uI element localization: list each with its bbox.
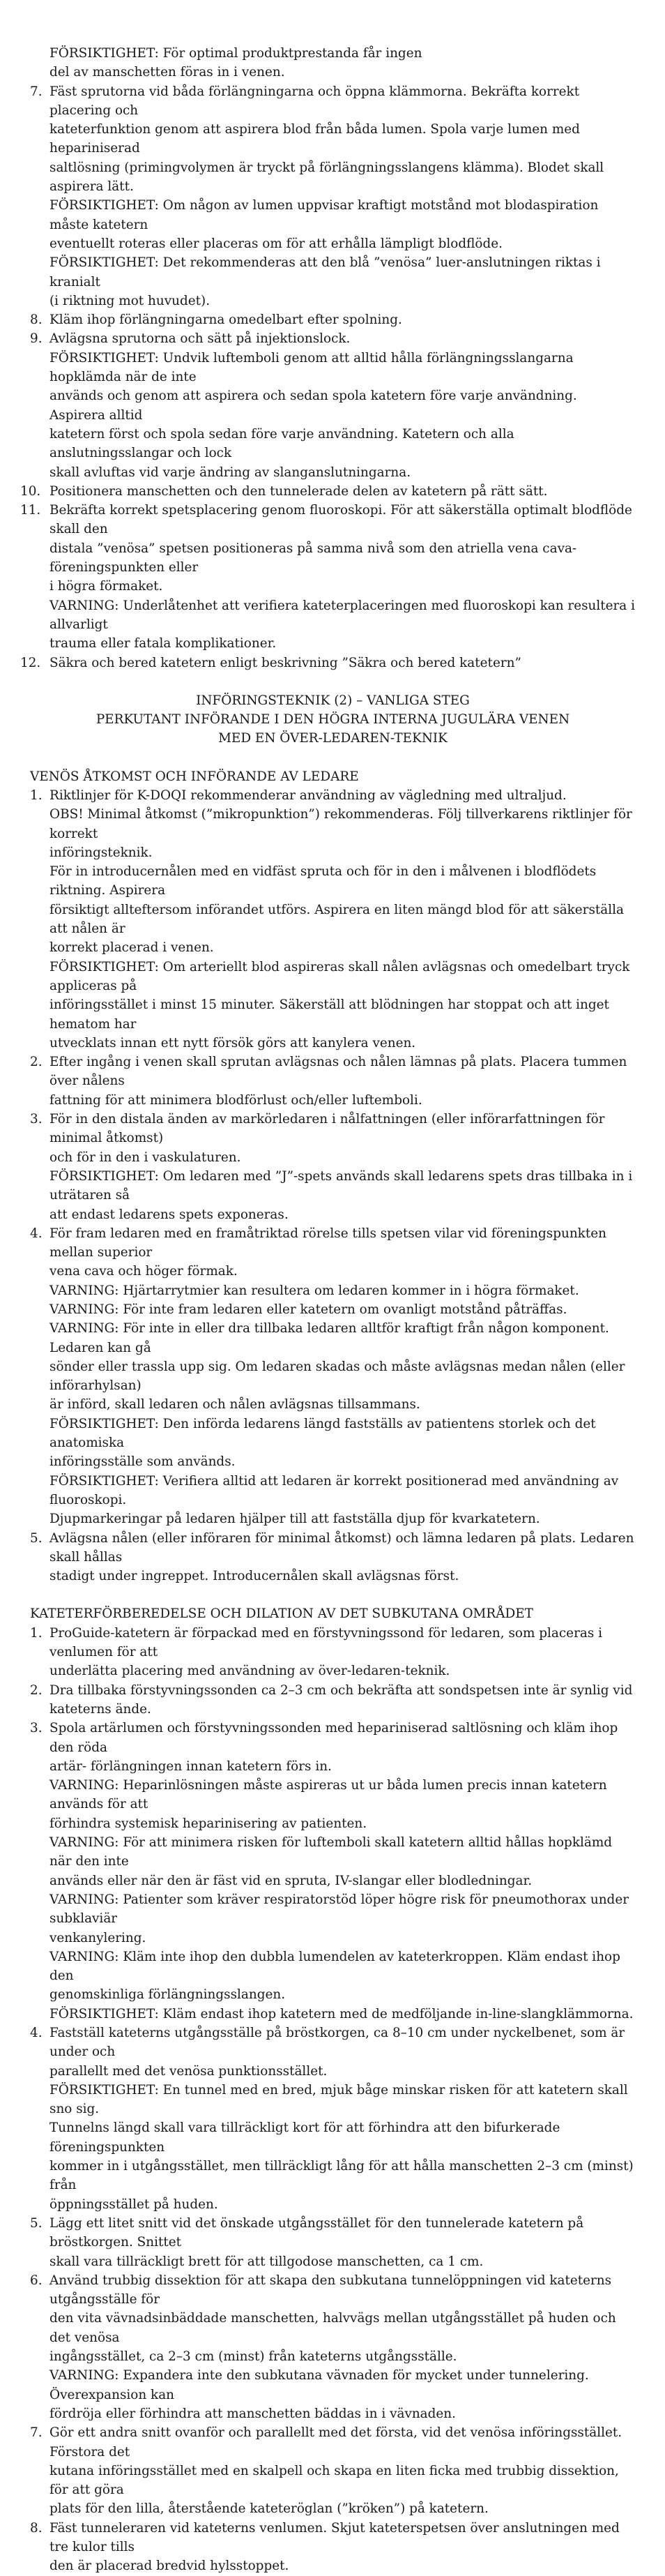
list-item: [30, 2519, 636, 2576]
text-line: FÖRSIKTIGHET: Om ledaren med ”J”-spets används skall ledarens spets dras tillbaka in i uträtaren så: [49, 1168, 633, 1203]
list-item-number: 2.: [30, 1682, 43, 1698]
text-line: VARNING: Hjärtarrytmier kan resultera om ledaren kommer in i högra förmaket.: [49, 1283, 579, 1298]
section-heading: [30, 691, 636, 748]
list-item-text: [49, 1053, 636, 1110]
list-item-number: 6.: [30, 2273, 43, 2288]
text-line: För in den distala änden av markörledaren i nålfattningen (eller införarfattningen för minimal åtkomst): [49, 1112, 605, 1146]
text-line: Positionera manschetten och den tunnelerade delen av katetern på rätt sätt.: [49, 483, 548, 499]
text-line: försiktigt allteftersom införandet utförs. Aspirera en liten mängd blod för att säkerställa att nålen är: [49, 902, 624, 937]
text-line: Spola artärlumen och förstyvningssonden med hepariniserad saltlösning och kläm ihop den röda: [49, 1721, 618, 1755]
list-item-text: [49, 1624, 636, 1681]
text-line: ProGuide-katetern är förpackad med en förstyvningssond för ledaren, som placeras i venlumen för att: [49, 1625, 602, 1660]
list-item: [30, 786, 636, 1053]
text-line: FÖRSIKTIGHET: Undvik luftemboli genom att alltid hålla förlängningsslangarna hopklämda när de inte: [49, 350, 574, 385]
list-item: [30, 2271, 636, 2423]
text-line: FÖRSIKTIGHET: Om någon av lumen uppvisar kraftigt motstånd mot blodaspiration måste katetern: [49, 198, 599, 232]
text-line: genomskinliga förlängningsslangen.: [49, 1987, 286, 2003]
list-item-number: 11.: [20, 503, 41, 518]
list-item: [30, 1529, 636, 1586]
subsection-title-venous-access: VENÖS ÅTKOMST OCH INFÖRANDE AV LEDARE: [30, 769, 359, 784]
list-item-text: [49, 482, 636, 501]
text-line: FÖRSIKTIGHET: Kläm endast ihop katetern med de medföljande in-line-slangklämmorna.: [49, 2006, 634, 2021]
venous-access-list: [30, 786, 636, 1585]
list-item-number: 1.: [30, 1625, 43, 1641]
list-item-number: 7.: [30, 2425, 43, 2441]
text-line: Fäst sprutorna vid båda förlängningarna och öppna klämmorna. Bekräfta korrekt placering och: [49, 84, 580, 118]
list-item-text: [49, 654, 636, 672]
text-line: plats för den lilla, återstående kateteröglan (”kröken”) på katetern.: [49, 2501, 489, 2517]
text-line: trauma eller fatala komplikationer.: [49, 636, 277, 651]
text-line: den är placerad bredvid hylsstoppet.: [49, 2559, 289, 2574]
list-item-number: 12.: [20, 655, 41, 670]
text-line: Fastställ kateterns utgångsställe på bröstkorgen, ca 8–10 cm under nyckelbenet, som är under och: [49, 2025, 625, 2060]
list-item-number: 1.: [30, 788, 43, 803]
text-line: införingsstället i minst 15 minuter. Säkerställ att blödningen har stoppat och att inget hematom har: [49, 997, 609, 1032]
list-item-text: [49, 2024, 636, 2214]
text-line: förhindra systemisk heparinisering av patienten.: [49, 1816, 367, 1831]
text-line: korrekt placerad i venen.: [49, 940, 214, 956]
text-line: införingsteknik.: [49, 845, 153, 860]
list-item: [30, 1110, 636, 1224]
text-line: sönder eller trassla upp sig. Om ledaren skadas och måste avlägsnas medan nålen (eller införarhylsan): [49, 1359, 625, 1394]
text-line: den vita vävnadsinbäddade manschetten, halvvägs mellan utgångsstället på huden och det venösa: [49, 2311, 616, 2345]
text-line: VARNING: För inte fram ledaren eller katetern om ovanligt motstånd påträffas.: [49, 1302, 567, 1317]
text-line: används och genom att aspirera och sedan spola katetern före varje användning. Aspirera alltid: [49, 389, 577, 423]
heading-line: INFÖRINGSTEKNIK (2) – VANLIGA STEG: [196, 693, 470, 708]
subsection-title-catheter-prep: KATETERFÖRBEREDELSE OCH DILATION AV DET SUBKUTANA OMRÅDET: [30, 1606, 533, 1622]
text-line: är införd, skall ledaren och nålen avlägsnas tillsammans.: [49, 1397, 420, 1413]
text-line: Bekräfta korrekt spetsplacering genom fluoroskopi. För att säkerställa optimalt blodflöde skall den: [49, 503, 632, 537]
text-line: skall avluftas vid varje ändring av slanganslutningarna.: [49, 465, 411, 480]
text-line: används eller när den är fäst vid en spruta, IV-slangar eller blodledningar.: [49, 1873, 533, 1888]
list-item: [30, 1681, 636, 1719]
list-item-text: [49, 329, 636, 481]
text-line: FÖRSIKTIGHET: Det rekommenderas att den blå ”venösa” luer-anslutningen riktas i kranialt: [49, 255, 601, 289]
list-item-number: 4.: [30, 2025, 43, 2040]
text-line: eventuellt roteras eller placeras om för att erhålla lämpligt blodflöde.: [49, 236, 503, 251]
text-line: Avlägsna sprutorna och sätt på injektionslock.: [49, 331, 351, 347]
text-line: distala ”venösa” spetsen positioneras på samma nivå som den atriella vena cava-föreningspunkten eller: [49, 541, 577, 575]
text-line: att endast ledarens spets exponeras.: [49, 1207, 289, 1222]
list-item: [20, 501, 636, 653]
text-line: VARNING: För att minimera risken för luftemboli skall katetern alltid hållas hopklämd när den inte: [49, 1835, 613, 1869]
text-line: Använd trubbig dissektion för att skapa den subkutana tunnelöppningen vid kateterns utgångsställe för: [49, 2273, 612, 2307]
text-line: Dra tillbaka förstyvningssonden ca 2–3 cm och bekräfta att sondspetsen inte är synlig vid kateterns ände.: [49, 1682, 633, 1717]
text-line: stadigt under ingreppet. Introducernålen skall avlägsnas först.: [49, 1569, 459, 1584]
text-line: Riktlinjer för K-DOQI rekommenderar användning av vägledning med ultraljud.: [49, 788, 567, 803]
list-item-text: [49, 2214, 636, 2271]
text-line: kateterfunktion genom att aspirera blod från båda lumen. Spola varje lumen med hepariniserad: [49, 122, 580, 156]
list-item: [30, 310, 636, 329]
list-item-text: [49, 1110, 636, 1224]
list-item-text: [49, 501, 636, 653]
text-line: skall vara tillräckligt brett för att tillgodose manschetten, ca 1 cm.: [49, 2254, 484, 2269]
text-line: utvecklats innan ett nytt försök görs att kanylera venen.: [49, 1035, 416, 1050]
list-item-number: 10.: [20, 483, 41, 499]
list-item: [30, 1224, 636, 1529]
text-line: Gör ett andra snitt ovanför och parallellt med det första, vid det venösa införingsstället. Förstora det: [49, 2425, 622, 2460]
list-item: [30, 2214, 636, 2271]
text-line: För in introducernålen med en vidfäst spruta och för in den i målvenen i blodflödets riktning. Aspirera: [49, 864, 597, 898]
text-line: kutana införingsstället med en skalpell och skapa en liten ficka med trubbig dissektion, för att göra: [49, 2463, 619, 2498]
list-item: [20, 482, 636, 501]
text-line: underlätta placering med användning av över-ledaren-teknik.: [49, 1664, 450, 1679]
text-line: Lägg ett litet snitt vid det önskade utgångsstället för den tunnelerade katetern på bröstkorgen. Snittet: [49, 2215, 584, 2250]
list-item-number: 3.: [30, 1112, 43, 1127]
list-item-text: [49, 1224, 636, 1529]
list-item-text: [49, 1681, 636, 1719]
list-item-text: [49, 786, 636, 1053]
text-line: fördröja eller förhindra att manschetten bäddas in i vävnaden.: [49, 2406, 456, 2421]
text-line: och för in den i vaskulaturen.: [49, 1150, 241, 1165]
text-line: VARNING: Heparinlösningen måste aspireras ut ur båda lumen precis innan katetern används för att: [49, 1778, 607, 1812]
text-line: VARNING: Kläm inte ihop den dubbla lumendelen av kateterkroppen. Kläm endast ihop den: [49, 1949, 620, 1984]
list-item-number: 8.: [30, 312, 43, 328]
text-line: Kläm ihop förlängningarna omedelbart efter spolning.: [49, 312, 402, 328]
text-line: katetern först och spola sedan före varje användning. Katetern och alla anslutningsslangar och lock: [49, 426, 514, 461]
list-item-number: 2.: [30, 1055, 43, 1070]
text-line: (i riktning mot huvudet).: [49, 293, 211, 308]
list-item-number: 8.: [30, 2520, 43, 2536]
text-line: öppningsstället på huden.: [49, 2197, 218, 2212]
list-item-text: [49, 2423, 636, 2518]
text-line: VARNING: Expandera inte den subkutana vävnaden för mycket under tunnelering. Överexpansion kan: [49, 2368, 589, 2402]
list-item-text: [49, 1719, 636, 2024]
text-line: FÖRSIKTIGHET: Om arteriellt blod aspireras skall nålen avlägsnas och omedelbart tryck appliceras på: [49, 959, 630, 993]
text-line: VARNING: Underlåtenhet att verifiera kateterplaceringen med fluoroskopi kan resultera i allvarligt: [49, 598, 635, 632]
text-line: vena cava och höger förmak.: [49, 1264, 238, 1279]
intro-line: del av manschetten föras in i venen.: [49, 65, 285, 80]
list-item-number: 5.: [30, 2215, 43, 2231]
list-item-text: [49, 310, 636, 329]
list-item: [30, 2024, 636, 2214]
text-line: fattning för att minimera blodförlust och/eller luftemboli.: [49, 1092, 422, 1108]
list-item-text: [49, 82, 636, 311]
heading-line: PERKUTANT INFÖRANDE I DEN HÖGRA INTERNA JUGULÄRA VENEN: [95, 712, 570, 728]
list-item-number: 9.: [30, 331, 43, 347]
list-item: [30, 82, 636, 311]
list-item-text: [49, 2271, 636, 2423]
list-item-text: [49, 1529, 636, 1586]
list-item-number: 7.: [30, 84, 43, 99]
text-line: venkanylering.: [49, 1930, 146, 1945]
list-item: [20, 654, 636, 672]
catheter-prep-list: [30, 1624, 636, 2576]
intro-caution: [30, 44, 636, 82]
text-line: Säkra och bered katetern enligt beskrivning ”Säkra och bered katetern”: [49, 655, 521, 670]
text-line: FÖRSIKTIGHET: Den införda ledarens längd fastställs av patientens storlek och det anatomiska: [49, 1416, 596, 1451]
text-line: Tunnelns längd skall vara tillräckligt kort för att förhindra att den bifurkerade föreningspunkten: [49, 2121, 560, 2155]
text-line: parallellt med det venösa punktionsstället.: [49, 2063, 328, 2079]
text-line: saltlösning (primingvolymen är tryckt på förlängningsslangens klämma). Blodet skall aspirera lätt.: [49, 160, 604, 195]
text-line: kommer in i utgångsstället, men tillräckligt lång för att hålla manschetten 2–3 cm (minst) från: [49, 2159, 634, 2193]
text-line: OBS! Minimal åtkomst (”mikropunktion”) rekommenderas. Följ tillverkarens riktlinjer för korrekt: [49, 807, 632, 841]
text-line: införingsställe som används.: [49, 1454, 236, 1470]
list-item-number: 4.: [30, 1226, 43, 1241]
text-line: ingångsstället, ca 2–3 cm (minst) från kateterns utgångsställe.: [49, 2349, 457, 2365]
text-line: i högra förmaket.: [49, 579, 163, 594]
text-line: FÖRSIKTIGHET: Verifiera alltid att ledaren är korrekt positionerad med användning av fluoroskopi.: [49, 1473, 619, 1507]
text-line: VARNING: För inte in eller dra tillbaka ledaren alltför kraftigt från någon komponent. Ledaren kan gå: [49, 1321, 609, 1355]
list-item-number: 3.: [30, 1721, 43, 1736]
text-line: artär- förlängningen innan katetern förs in.: [49, 1758, 332, 1774]
text-line: FÖRSIKTIGHET: En tunnel med en bred, mjuk båge minskar risken för att katetern skall sno sig.: [49, 2082, 628, 2117]
list-item: [30, 1053, 636, 1110]
list-item-text: [49, 2519, 636, 2576]
text-line: VARNING: Patienter som kräver respiratorstöd löper högre risk för pneumothorax under subklaviär: [49, 1892, 629, 1927]
procedure-list-continued: [20, 82, 636, 672]
list-item: [30, 1624, 636, 1681]
list-item: [30, 2423, 636, 2518]
list-item: [30, 329, 636, 481]
text-line: Fäst tunneleraren vid kateterns venlumen. Skjut kateterspetsen över anslutningen med tre kulor tills: [49, 2520, 620, 2554]
heading-line: MED EN ÖVER-LEDAREN-TEKNIK: [218, 731, 448, 746]
list-item: [30, 1719, 636, 2024]
text-line: Efter ingång i venen skall sprutan avlägsnas och nålen lämnas på plats. Placera tummen över nålens: [49, 1055, 627, 1089]
list-item-number: 5.: [30, 1530, 43, 1546]
text-line: Avlägsna nålen (eller införaren för minimal åtkomst) och lämna ledaren på plats. Ledaren skall hållas: [49, 1530, 634, 1565]
text-line: Djupmarkeringar på ledaren hjälper till att fastställa djup för kvarkatetern.: [49, 1512, 540, 1527]
text-line: För fram ledaren med en framåtriktad rörelse tills spetsen vilar vid föreningspunkten mellan superior: [49, 1226, 606, 1260]
intro-line: FÖRSIKTIGHET: För optimal produktprestanda får ingen: [49, 46, 422, 61]
